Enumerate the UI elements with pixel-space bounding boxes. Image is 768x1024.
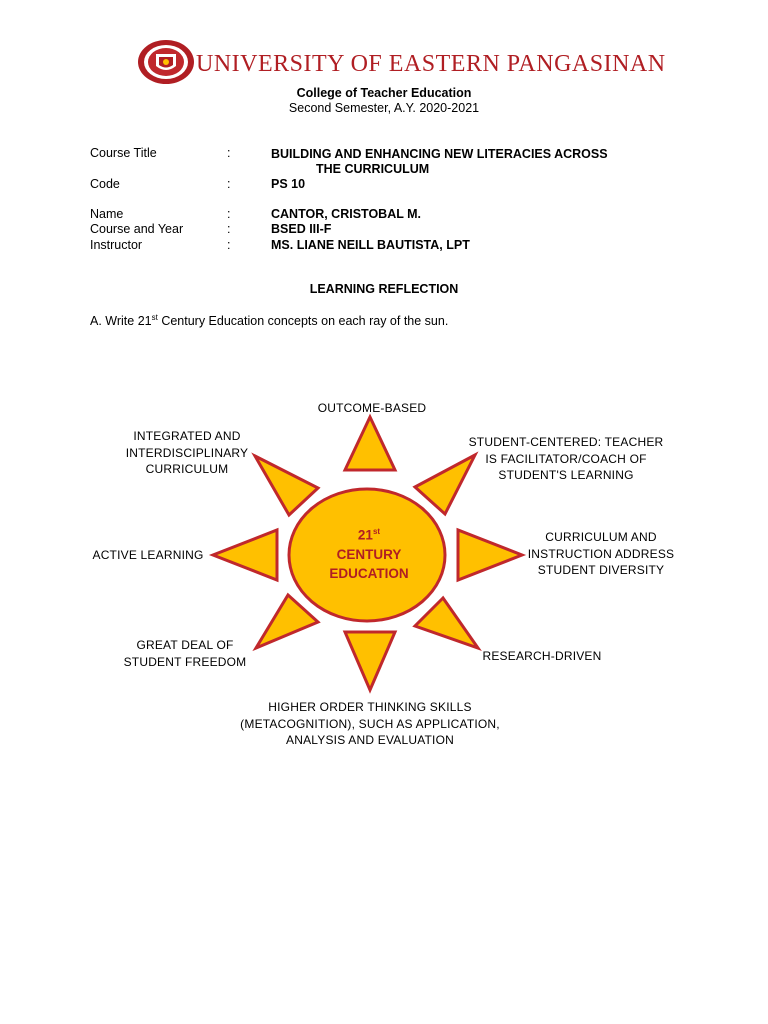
concept-top-right-line2: IS FACILITATOR/COACH OF bbox=[485, 451, 647, 466]
college-name: College of Teacher Education bbox=[296, 86, 472, 100]
concept-bottom-right: RESEARCH-DRIVEN bbox=[482, 649, 602, 663]
concept-right-line3: STUDENT DIVERSITY bbox=[537, 563, 665, 577]
code-colon: : bbox=[227, 177, 231, 191]
code-label: Code bbox=[90, 177, 120, 191]
concept-right-line2: INSTRUCTION ADDRESS bbox=[527, 546, 675, 561]
course-title-colon: : bbox=[227, 146, 231, 160]
ray-left bbox=[213, 530, 277, 580]
concept-right-line1: CURRICULUM AND bbox=[545, 530, 657, 544]
ray-bottom bbox=[345, 632, 395, 690]
instructor-value: MS. LIANE NEILL BAUTISTA, LPT bbox=[271, 238, 470, 252]
concept-bottom-left-line1: GREAT DEAL OF bbox=[136, 638, 234, 652]
course-title-value-line2: THE CURRICULUM bbox=[316, 162, 430, 176]
instruction-suffix: Century Education concepts on each ray of the sun. bbox=[157, 314, 449, 329]
concept-bottom-line1: HIGHER ORDER THINKING SKILLS bbox=[268, 700, 472, 714]
course-title-label: Course Title bbox=[90, 146, 157, 160]
concept-bottom-line3: ANALYSIS AND EVALUATION bbox=[286, 733, 454, 747]
concept-top-left-line1: INTEGRATED AND bbox=[133, 429, 241, 443]
code-value: PS 10 bbox=[271, 177, 306, 191]
name-colon: : bbox=[227, 207, 231, 221]
concept-bottom-left-line2: STUDENT FREEDOM bbox=[123, 654, 247, 669]
university-name: UNIVERSITY OF EASTERN PANGASINAN bbox=[196, 51, 666, 77]
ray-bottom-right bbox=[415, 598, 478, 648]
course-year-value: BSED III-F bbox=[271, 222, 332, 236]
instructor-colon: : bbox=[227, 238, 231, 252]
course-title-value: BUILDING AND ENHANCING NEW LITERACIES ACROSS bbox=[271, 147, 608, 161]
concept-top-left bbox=[112, 428, 262, 478]
name-label: Name bbox=[90, 207, 124, 221]
instruction-prefix: A. Write 21 bbox=[90, 314, 152, 329]
instructor-label: Instructor bbox=[90, 238, 143, 252]
concept-top-right-line3: STUDENT'S LEARNING bbox=[498, 468, 634, 482]
center-number-line bbox=[300, 522, 438, 545]
sun-center-label bbox=[300, 522, 438, 583]
course-year-label: Course and Year bbox=[90, 222, 184, 236]
section-title: LEARNING REFLECTION bbox=[309, 282, 459, 296]
center-education: EDUCATION bbox=[329, 565, 409, 581]
concept-top-left-line2: INTERDISCIPLINARY bbox=[125, 445, 249, 460]
center-superscript: st bbox=[372, 527, 381, 536]
concept-top: OUTCOME-BASED bbox=[317, 401, 427, 415]
center-number: 21 bbox=[357, 527, 373, 543]
course-year-colon: : bbox=[227, 222, 231, 236]
concept-bottom-line2: (METACOGNITION), SUCH AS APPLICATION, bbox=[240, 716, 500, 731]
center-century: CENTURY bbox=[336, 546, 402, 562]
concept-bottom-left bbox=[110, 637, 260, 670]
name-value: CANTOR, CRISTOBAL M. bbox=[271, 207, 422, 221]
concept-right bbox=[516, 529, 686, 579]
ray-top bbox=[345, 417, 395, 470]
concept-top-left-line3: CURRICULUM bbox=[145, 462, 229, 476]
concept-left: ACTIVE LEARNING bbox=[92, 548, 204, 562]
ray-bottom-left bbox=[256, 595, 318, 648]
ray-top-left bbox=[255, 456, 318, 515]
instruction-superscript: st bbox=[151, 313, 158, 322]
semester: Second Semester, A.Y. 2020-2021 bbox=[288, 101, 480, 115]
concept-top-right-line1: STUDENT-CENTERED: TEACHER bbox=[468, 435, 664, 449]
concept-bottom bbox=[220, 699, 520, 749]
ray-right bbox=[458, 530, 522, 580]
concept-top-right bbox=[456, 434, 676, 484]
